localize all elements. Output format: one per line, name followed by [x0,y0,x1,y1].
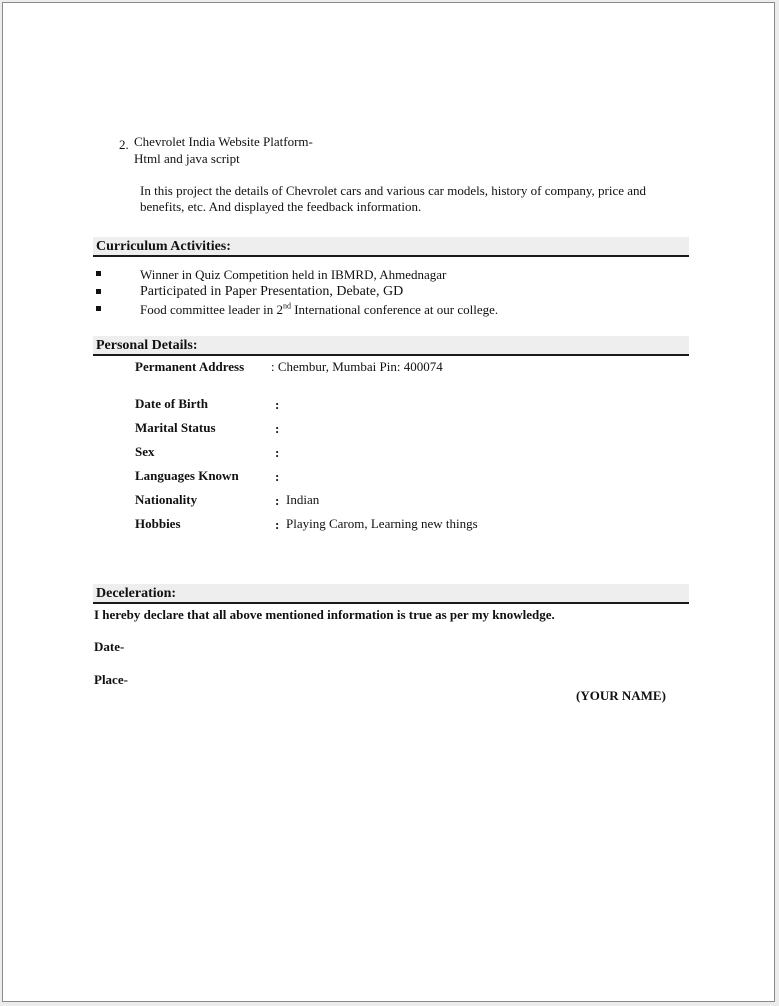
permanent-address-label: Permanent Address [135,359,245,374]
hobbies-label: Hobbies [135,516,181,531]
dob-label: Date of Birth [135,396,208,411]
project-title: Chevrolet India Website Platform- [134,134,313,149]
curriculum-section-header [93,237,689,257]
place-label: Place- [94,672,128,687]
curriculum-heading: Curriculum Activities: [96,239,231,254]
declaration-section-header [93,584,689,604]
nationality-label: Nationality [135,492,198,507]
languages-label: Languages Known [135,468,239,483]
sex-colon: : [275,445,280,460]
hobbies-colon: : [275,517,280,532]
project-description-line-1: In this project the details of Chevrolet cars and various car models, history of company, price and [140,183,647,198]
nationality-colon: : [275,493,280,508]
project-number: 2. [119,137,129,152]
curriculum-item-2: Participated in Paper Presentation, Debate, GD [140,284,404,299]
resume-page [2,2,775,1002]
hobbies-value: Playing Carom, Learning new things [286,516,478,531]
dob-colon: : [275,397,280,412]
permanent-address-value: : Chembur, Mumbai Pin: 400074 [271,359,443,374]
project-description-line-2: benefits, etc. And displayed the feedback information. [140,199,422,214]
bullet-icon [96,306,101,311]
signature-name: (YOUR NAME) [576,688,666,703]
personal-section-header [93,336,689,356]
marital-status-colon: : [275,421,280,436]
project-tech: Html and java script [134,151,240,166]
curriculum-item-3: Food committee leader in 2nd International conference at our college. [140,301,499,317]
declaration-statement: I hereby declare that all above mentioned information is true as per my knowledge. [94,607,555,622]
marital-status-label: Marital Status [135,420,216,435]
bullet-icon [96,271,101,276]
nationality-value: Indian [286,492,320,507]
curriculum-item-1: Winner in Quiz Competition held in IBMRD, Ahmednagar [140,267,447,282]
date-label: Date- [94,639,125,654]
bullet-icon [96,289,101,294]
sex-label: Sex [135,444,155,459]
declaration-heading: Deceleration: [96,586,177,601]
languages-colon: : [275,469,280,484]
personal-heading: Personal Details: [96,338,198,353]
